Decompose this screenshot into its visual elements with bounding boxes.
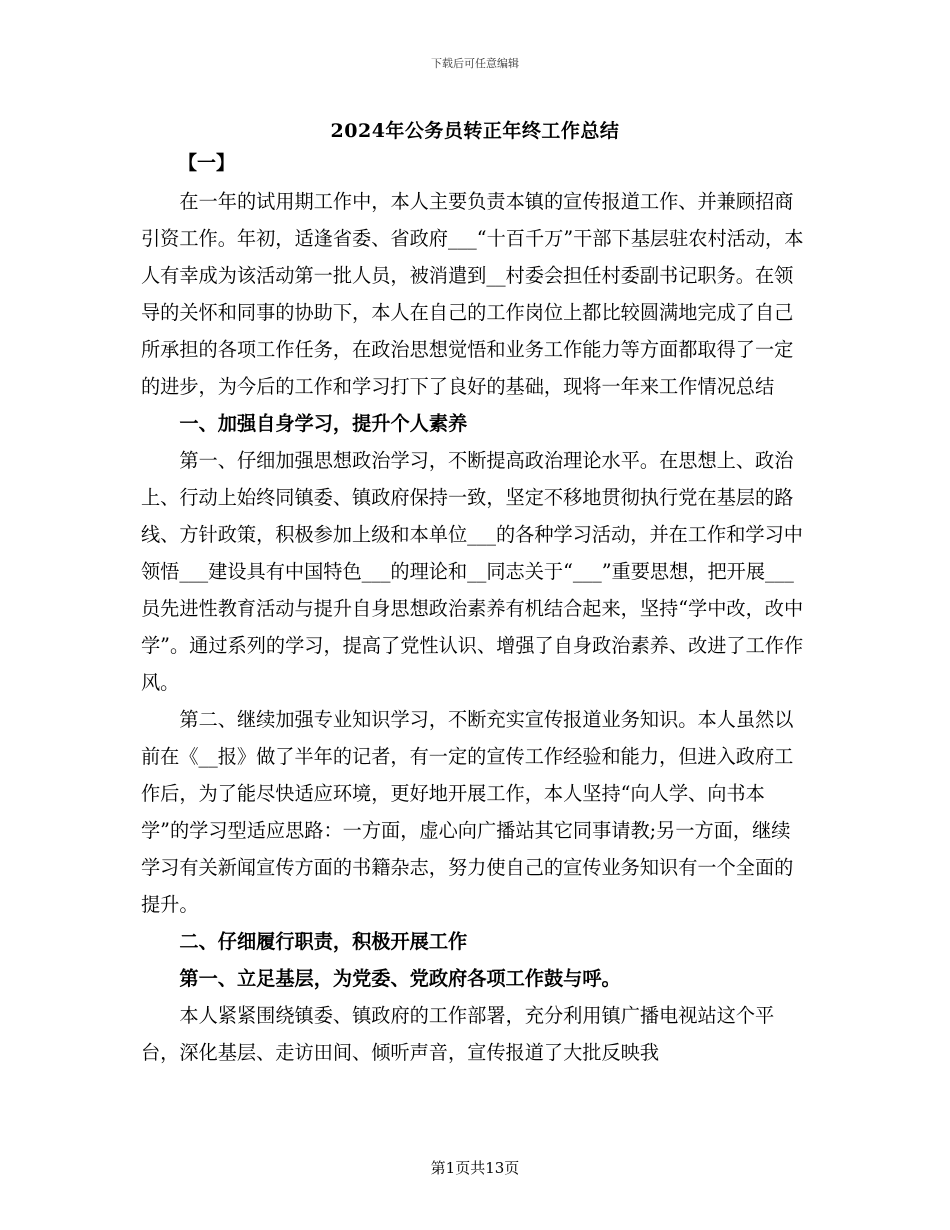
document-title: 2024年公务员转正年终工作总结 bbox=[330, 120, 620, 142]
paragraph-study-professional: 第二、继续加强专业知识学习，不断充实宣传报道业务知识。本人虽然以前在《__报》做了半年的记者，有一定的宣传工作经验和能力，但进入政府工作后，为了能尽快适应环境，更好地开展工作，本人坚持“向人学、向书本学”的学习型适应思路：一方面，虚心向广播站其它同事请教;另一方面，继续学习有关新闻宣传方面的书籍杂志，努力使自己的宣传业务知识有一个全面的提升。 bbox=[141, 708, 794, 916]
section-marker: 【一】 bbox=[178, 152, 236, 174]
heading-section-2: 二、仔细履行职责，积极开展工作 bbox=[179, 930, 468, 953]
paragraph-grassroots: 本人紧紧围绕镇委、镇政府的工作部署，充分利用镇广播电视站这个平台，深化基层、走访田间、倾听声音，宣传报道了大批反映我 bbox=[141, 1004, 775, 1064]
header-note: 下载后可任意编辑 bbox=[431, 57, 519, 70]
subheading-grassroots: 第一、立足基层，为党委、党政府各项工作鼓与呼。 bbox=[179, 967, 621, 990]
page-number: 第1页共13页 bbox=[430, 1159, 520, 1177]
document-body bbox=[141, 183, 805, 1071]
paragraph-study-politics: 第一、仔细加强思想政治学习，不断提高政治理论水平。在思想上、政治上、行动上始终同镇委、镇政府保持一致，坚定不移地贯彻执行党在基层的路线、方针政策，积极参加上级和本单位___的各种学习活动，并在工作和学习中领悟___建设具有中国特色___的理论和__同志关于“___”重要思想，把开展___员先进性教育活动与提升自身思想政治素养有机结合起来，坚持“学中改，改中学”。通过系列的学习，提高了党性认识、增强了自身政治素养、改进了工作作风。 bbox=[141, 449, 804, 694]
heading-section-1: 一、加强自身学习，提升个人素养 bbox=[179, 412, 468, 435]
paragraph-intro: 在一年的试用期工作中，本人主要负责本镇的宣传报道工作、并兼顾招商引资工作。年初，适逢省委、省政府___“十百千万”干部下基层驻农村活动，本人有幸成为该活动第一批人员，被消遣到__村委会担任村委副书记职务。在领导的关怀和同事的协助下，本人在自己的工作岗位上都比较圆满地完成了自己所承担的各项工作任务，在政治思想觉悟和业务工作能力等方面都取得了一定的进步，为今后的工作和学习打下了良好的基础，现将一年来工作情况总结 bbox=[141, 190, 804, 398]
